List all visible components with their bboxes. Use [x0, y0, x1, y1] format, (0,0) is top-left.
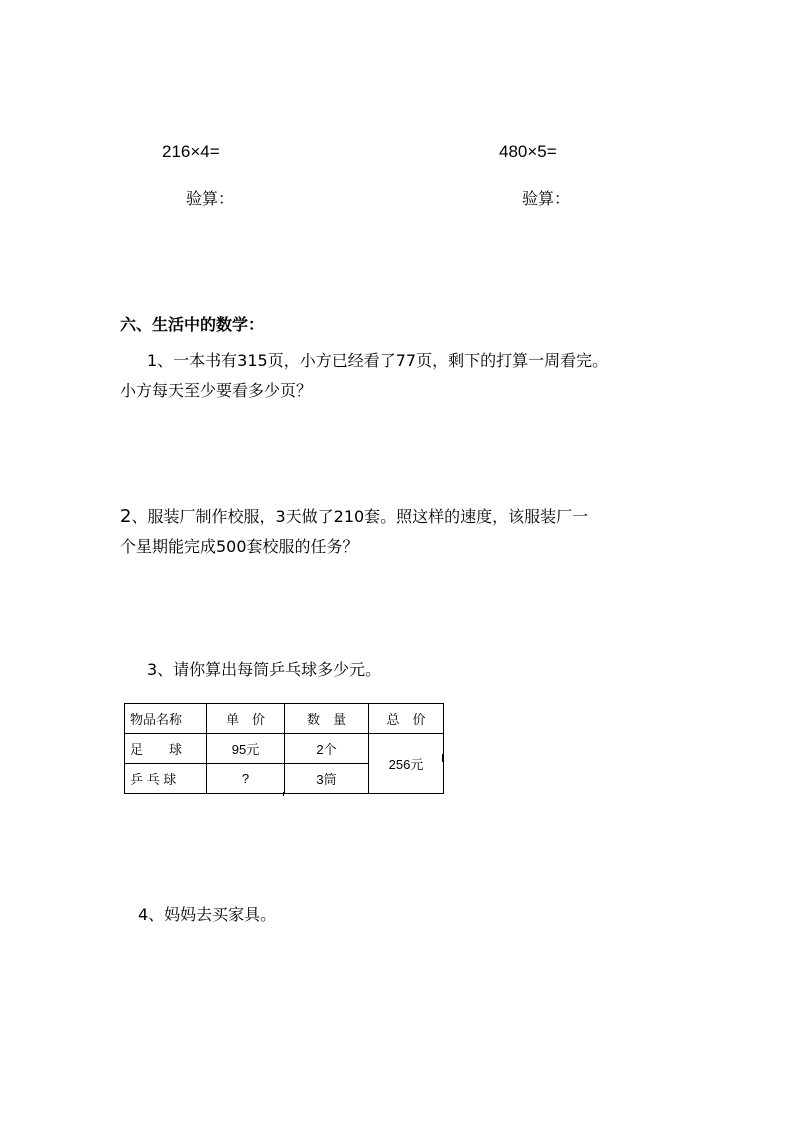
problem-1-line-2: 小方每天至少要看多少页？	[120, 381, 313, 400]
table-row	[125, 734, 444, 764]
equation-2: 480×5=	[499, 142, 557, 161]
check-label-2: 验算：	[522, 189, 571, 208]
table-border-tick	[283, 792, 284, 796]
table-border-tick-right	[442, 754, 443, 762]
problem-3: 3、请你算出每筒乒乓球多少元。	[147, 660, 382, 679]
problem-2-line-1	[120, 502, 588, 532]
cell-total: 256元	[369, 734, 444, 794]
cell-quantity-pingpong: 3筒	[285, 764, 369, 794]
header-total-price: 总 价	[369, 704, 444, 734]
cell-price-pingpong: ?	[207, 764, 285, 794]
problem-1-line-1: 1、一本书有315页，小方已经看了77页，剩下的打算一周看完。	[147, 351, 609, 370]
cell-quantity-football: 2个	[285, 734, 369, 764]
equation-1: 216×4=	[162, 142, 220, 161]
header-unit-price: 单 价	[207, 704, 285, 734]
problem-4: 4、妈妈去买家具。	[138, 905, 277, 924]
problem-2-text: 、服装厂制作校服，3天做了210套。照这样的速度，该服装厂一	[131, 507, 589, 526]
problem-2-line-2: 个星期能完成500套校服的任务？	[120, 537, 359, 556]
cell-item-football: 足 球	[125, 734, 207, 764]
header-quantity: 数 量	[285, 704, 369, 734]
cell-price-football: 95元	[207, 734, 285, 764]
price-table	[124, 703, 444, 794]
cell-item-pingpong: 乒 乓 球	[125, 764, 207, 794]
problem-2-number: 2	[120, 506, 132, 527]
table-header-row	[125, 704, 444, 734]
section-title: 六、生活中的数学：	[120, 315, 265, 334]
header-item-name: 物品名称	[125, 704, 207, 734]
check-label-1: 验算：	[186, 189, 235, 208]
